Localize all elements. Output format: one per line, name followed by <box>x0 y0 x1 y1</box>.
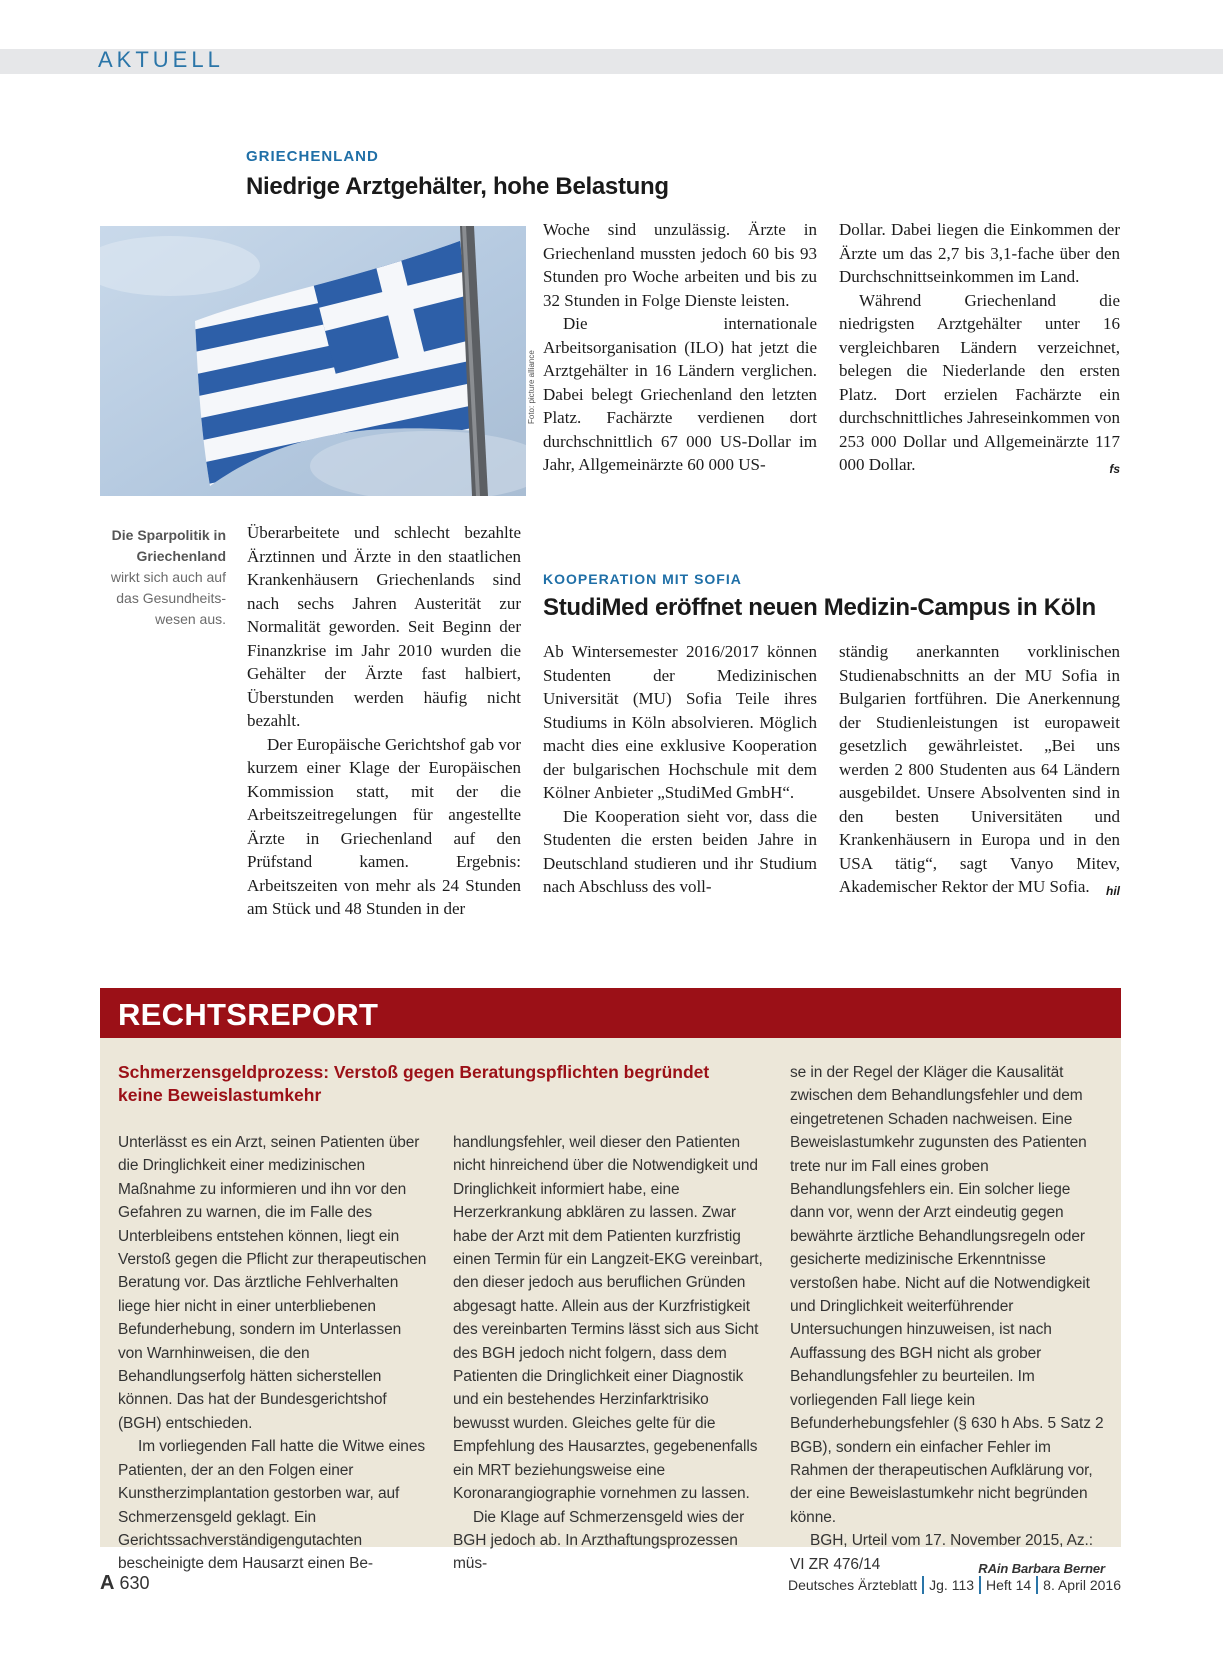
rechtsreport-column-1 <box>118 1131 428 1576</box>
article2-column-2 <box>839 640 1120 904</box>
paragraph <box>839 640 1120 899</box>
rechtsreport-column-2 <box>453 1131 763 1576</box>
separator <box>922 1576 924 1594</box>
article2-kicker: KOOPERATION MIT SOFIA <box>543 571 742 587</box>
separator <box>1036 1576 1038 1594</box>
article1-column-2 <box>543 218 817 477</box>
paragraph-text: ständig anerkannten vorklinischen Studienabschnitts an der MU Sofia in Bulgarien fortführen. Die Anerkennung der Studienleistungen ist europaweit gesetzlich gewährleistet. „Bei uns werden 2 800 Studenten aus 64 Ländern ausgebildet. Unsere Absolventen sind in den besten Universitäten und Krankenhäusern in Europa und in den USA tätig“, sagt Vanyo Mitev, Akademischer Rektor der MU Sofia. <box>839 642 1120 896</box>
paragraph: Die internationale Arbeitsorganisation (ILO) hat jetzt die Arztgehälter in 16 Ländern verglichen. Dabei belegt Griechenland den letzten Platz. Fachärzte verdienen dort durchschnittlich 67 000 US-Dollar im Jahr, Allgemeinärzte 60 000 US- <box>543 314 817 474</box>
paragraph: Unterlässt es ein Arzt, seinen Patienten über die Dringlichkeit einer medizinischen Maßnahme zu informieren und ihn vor den Gefahren zu warnen, die im Falle des Unterbleibens entstehen können, liegt ein Verstoß gegen die Pflicht zur therapeutischen Beratung vor. Das ärztliche Fehlverhalten liege hier nicht in einer unterbliebenen Befunderhebung, sondern im Unterlassen von Warnhinweisen, die den Behandlungserfolg hätten sicherstellen können. Das hat der Bundesgerichtshof (BGH) entschieden. <box>118 1134 427 1432</box>
page-number-value: 630 <box>119 1573 150 1593</box>
photo-caption <box>96 525 226 630</box>
greek-flag-photo <box>100 226 526 496</box>
caption-text: wirkt sich auch auf das Gesundheits-wesen aus. <box>110 569 226 627</box>
paragraph: Der Europäische Gerichtshof gab vor kurzem einer Klage der Europäischen Kommission statt, mit der die Arbeitszeitregelungen für angestellte Ärzte in Griechenland auf den Prüfstand kamen. Ergebnis: Arbeitszeiten von mehr als 24 Stunden am Stück und 48 Stunden in der <box>247 734 521 918</box>
paragraph: Woche sind unzulässig. Ärzte in Griechenland mussten jedoch 60 bis 93 Stunden pro Woche arbeiten und bis zu 32 Stunden in Folge Dienste leisten. <box>543 220 817 310</box>
greek-flag-illustration <box>100 226 526 496</box>
paragraph: handlungsfehler, weil dieser den Patienten nicht hinreichend über die Notwendigkeit und Dringlichkeit informiert habe, eine Herzerkrankung abklären zu lassen. Zwar habe der Arzt mit dem Patienten kurzfristig einen Termin für ein Langzeit-EKG vereinbart, den dieser jedoch aus beruflichen Gründen abgesagt hatte. Allein aus der Kurzfristigkeit des vereinbarten Termins lässt sich aus Sicht des BGH jedoch nicht folgern, dass dem Patienten die Dringlichkeit einer Diagnostik und ein bestehendes Herzinfarktrisiko bewusst wurden. Gleiches gelte für die Empfehlung des Hausarztes, gegebenenfalls ein MRT beziehungsweise eine Koronarangiographie vornehmen zu lassen. <box>453 1134 763 1503</box>
article2-headline: StudiMed eröffnet neuen Medizin-Campus in Köln <box>543 594 1096 621</box>
paragraph <box>790 1529 1105 1576</box>
paragraph: Dollar. Dabei liegen die Einkommen der Ärzte um das 2,7 bis 3,1-fache über den Durchschnittseinkommen im Land. <box>839 220 1120 286</box>
caption-bold: Die Sparpolitik in Griechenland <box>111 527 226 564</box>
article1-column-1 <box>247 521 521 921</box>
article1-column-3 <box>839 218 1120 482</box>
journal-name: Deutsches Ärzteblatt <box>787 1577 918 1593</box>
section-label: AKTUELL <box>98 47 224 72</box>
paragraph: Die Klage auf Schmerzensgeld wies der BGH jedoch ab. In Arzthaftungsprozessen müs- <box>453 1508 745 1573</box>
paragraph: Überarbeitete und schlecht bezahlte Ärztinnen und Ärzte in den staatlichen Krankenhäusern Griechenlands sind nach sechs Jahren Austerität zur Normalität geworden. Seit Beginn der Finanzkrise im Jahr 2010 wurden die Gehälter der Ärzte fast halbiert, Überstunden werden häufig nicht bezahlt. <box>247 523 521 730</box>
paragraph: Die Kooperation sieht vor, dass die Studenten die ersten beiden Jahre in Deutschland studieren und ihr Studium nach Abschluss des voll- <box>543 806 817 896</box>
page-prefix: A <box>100 1572 115 1594</box>
issue-date: 8. April 2016 <box>1043 1577 1121 1593</box>
volume: Jg. 113 <box>929 1577 975 1593</box>
paragraph: Ab Wintersemester 2016/2017 können Studenten der Medizinischen Universität (MU) Sofia Teile ihres Studiums in Köln absolvieren. Möglich macht dies eine exklusive Kooperation der bulgarischen Hochschule mit dem Kölner Anbieter „StudiMed GmbH“. <box>543 642 817 802</box>
separator <box>979 1576 981 1594</box>
article2-column-1 <box>543 640 817 899</box>
issue: Heft 14 <box>986 1577 1032 1593</box>
paragraph: Im vorliegenden Fall hatte die Witwe eines Patienten, der an den Folgen einer Kunstherzimplantation gestorben war, auf Schmerzensgeld geklagt. Ein Gerichtssachverständigengutachten bescheinigte dem Hausarzt einen Be- <box>118 1438 426 1573</box>
article2-signature: hil <box>1106 884 1120 898</box>
article1-headline: Niedrige Arztgehälter, hohe Belastung <box>246 173 669 200</box>
rechtsreport-column-3 <box>790 1061 1105 1580</box>
page-number <box>100 1572 150 1595</box>
rechtsreport-author: RAin Barbara Berner <box>978 1560 1105 1576</box>
paragraph-text: Während Griechenland die niedrigsten Arztgehälter unter 16 vergleichbaren Ländern verzeichnet, belegen die Niederlande den ersten Platz. Dort erzielen Fachärzte ein durchschnittliches Jahreseinkommen von 253 000 Dollar und Allgemeinärzte 117 000 Dollar. <box>839 290 1120 474</box>
rechtsreport-headline: Schmerzensgeldprozess: Verstoß gegen Beratungspflichten begründet keine Beweislastumkehr <box>118 1062 710 1105</box>
paragraph <box>839 289 1120 477</box>
article1-signature: fs <box>1109 462 1120 476</box>
footer-citation <box>788 1576 1121 1594</box>
article1-kicker: GRIECHENLAND <box>246 148 379 165</box>
paragraph: se in der Regel der Kläger die Kausalität zwischen dem Behandlungsfehler und dem eingetretenen Schaden nachweisen. Eine Beweislastumkehr zugunsten des Patienten trete nur im Fall eines groben Behandlungsfehlers ein. Ein solcher liege dann vor, wenn der Arzt eindeutig gegen bewährte ärztliche Behandlungsregeln oder gesicherte medizinische Erkenntnisse verstoßen habe. Nicht auf die Notwendigkeit und Dringlichkeit weiterführender Untersuchungen hinzuweisen, ist nach Auffassung des BGH nicht als grober Behandlungsfehler zu beurteilen. Im vorliegenden Fall liege kein Befunderhebungsfehler (§ 630 h Abs. 5 Satz 2 BGB), sondern ein einfacher Fehler im Rahmen der therapeutischen Aufklärung vor, der eine Beweislastumkehr nicht begründen könne. <box>790 1064 1104 1526</box>
rechtsreport-title: RECHTSREPORT <box>118 997 379 1032</box>
citation: BGH, Urteil vom 17. November 2015, Az.: VI ZR 476/14 <box>790 1532 1093 1573</box>
photo-credit: Foto: picture alliance <box>527 350 536 424</box>
